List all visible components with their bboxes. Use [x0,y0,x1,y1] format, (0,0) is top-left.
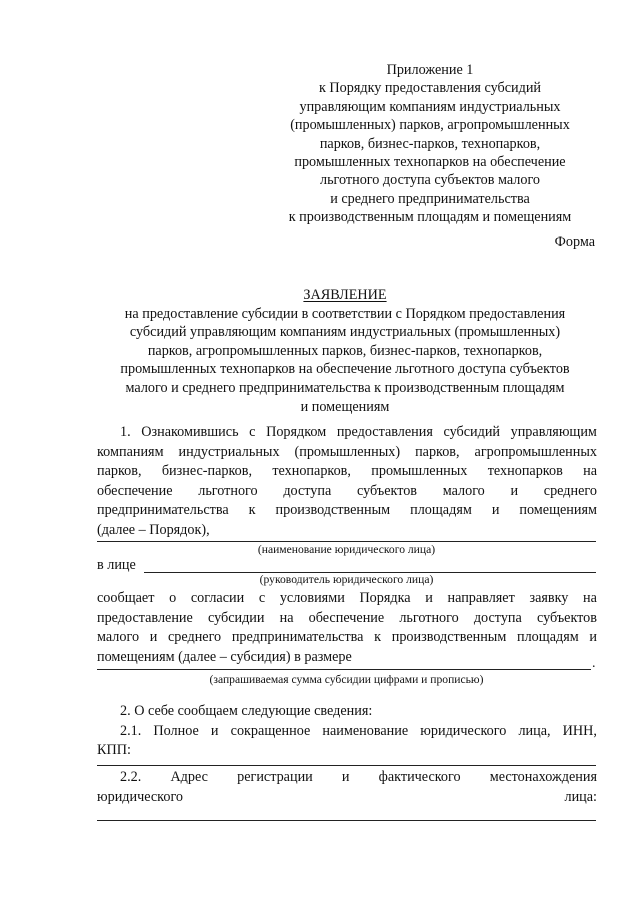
paragraph-line: парков, бизнес-парков, технопарков, промышленных технопарков на [97,463,597,480]
title-line: промышленных технопарков на обеспечение льготного доступа субъектов [120,361,570,378]
appendix-line: к Порядку предоставления субсидий [318,80,542,97]
paragraph-1 [97,423,597,541]
item-2-1-field[interactable] [97,765,596,766]
paragraph-line: помещениям (далее – субсидия) в размере [97,648,352,665]
paragraph-line: обеспечение льготного доступа субъектов малого и среднего [97,482,597,499]
appendix-line: льготного доступа субъектов малого [319,172,541,189]
title-line: малого и среднего предпринимательства к производственным площадям [125,379,565,396]
head-of-entity-caption: (руководитель юридического лица) [259,573,434,586]
paragraph-2 [97,589,597,667]
form-label: Форма [554,234,595,250]
section-2-2 [97,768,597,807]
item-2-2-line2 [97,788,597,808]
section-2-intro: 2. О себе сообщаем следующие сведения: [120,703,373,719]
legal-entity-name-caption: (наименование юридического лица) [257,543,436,556]
section-2 [97,702,597,761]
requested-amount-caption: (запрашиваемая сумма субсидии цифрами и прописью) [209,673,484,686]
appendix-line: управляющим компаниям индустриальных [299,98,561,115]
appendix-line: Приложение 1 [386,62,474,78]
paragraph-line: малого и среднего предпринимательства к производственным площадям и [97,629,597,646]
paragraph-line: сообщает о согласии с условиями Порядка и направляет заявку на [97,590,597,606]
document-title [92,286,598,416]
legal-entity-name-field[interactable] [97,541,596,542]
requested-amount-field[interactable] [97,669,591,670]
in-person-label: в лице [97,557,136,573]
paragraph-line: (далее – Порядок), [97,521,210,538]
paragraph-line: 1. Ознакомившись с Порядком предоставления субсидий управляющим [120,424,597,440]
title-line: парков, агропромышленных парков, бизнес-парков, технопарков, [147,342,543,359]
item-2-1-line: 2.1. Полное и сокращенное наименование юридического лица, ИНН, [120,722,597,739]
title-heading: ЗАЯВЛЕНИЕ [303,287,387,303]
paragraph-line: предпринимательства к производственным площадям и помещениям [97,502,597,519]
title-line: на предоставление субсидии в соответствии с Порядком предоставления [124,305,566,322]
field-end-dot: . [592,656,596,671]
appendix-line: и среднего предпринимательства [330,190,530,207]
appendix-line: (промышленных) парков, агропромышленных [290,117,570,134]
appendix-line: парков, бизнес-парков, технопарков, [319,135,541,152]
item-2-2-right: лица: [564,788,597,805]
appendix-line: промышленных технопарков на обеспечение [294,154,566,171]
appendix-header [260,61,600,227]
item-2-2-left: юридического [97,788,184,805]
title-line: и помещениям [300,398,390,415]
paragraph-line: предоставление субсидии на обеспечение льготного доступа субъектов [97,609,597,626]
paragraph-line: компаниям индустриальных (промышленных) парков, агропромышленных [97,443,597,460]
item-2-1-line: КПП: [97,742,131,759]
appendix-line: к производственным площадям и помещениям [288,209,572,226]
title-line: субсидий управляющим компаниям индустриальных (промышленных) [129,324,561,341]
item-2-2-line: 2.2. Адрес регистрации и фактического местонахождения [120,769,597,785]
item-2-2-field[interactable] [97,820,596,821]
